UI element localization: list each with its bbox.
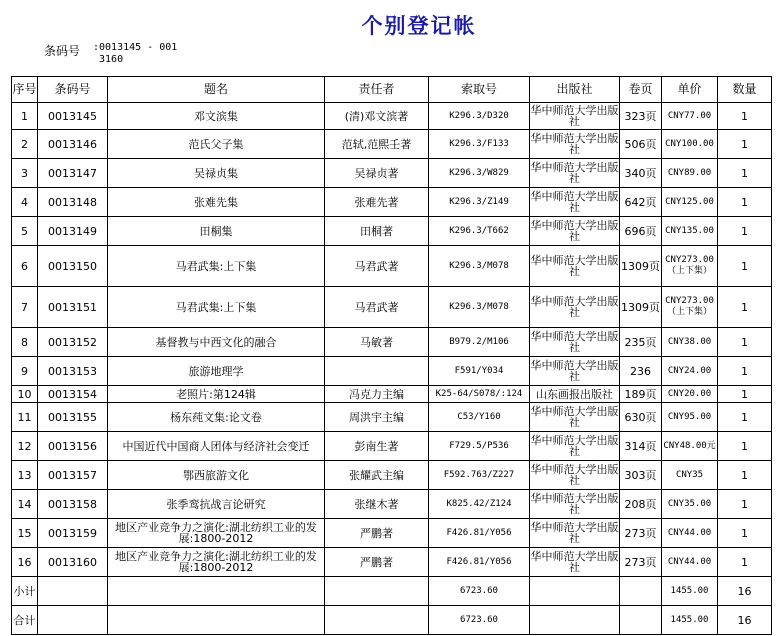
col-header-qty: 数量 [718, 77, 772, 103]
row-price: CNY48.00元 [662, 432, 718, 461]
row-author: 马君武著 [325, 246, 429, 287]
empty-cell [38, 606, 108, 635]
row-barcode: 0013156 [38, 432, 108, 461]
row-title: 地区产业竞争力之演化:湖北纺织工业的发展:1800-2012 [108, 548, 325, 577]
row-no: 11 [12, 403, 38, 432]
row-price: CNY35.00 [662, 490, 718, 519]
table-row [12, 287, 772, 328]
row-author: 张难先著 [325, 188, 429, 217]
table-row [12, 217, 772, 246]
col-header-price: 单价 [662, 77, 718, 103]
row-barcode: 0013157 [38, 461, 108, 490]
row-barcode: 0013145 [38, 103, 108, 130]
row-qty: 1 [718, 461, 772, 490]
row-title: 范氏父子集 [108, 130, 325, 159]
row-callno: K296.3/M078 [429, 246, 530, 287]
row-no: 15 [12, 519, 38, 548]
row-callno: K296.3/D320 [429, 103, 530, 130]
row-author: (清)邓文滨著 [325, 103, 429, 130]
row-no: 14 [12, 490, 38, 519]
row-no: 4 [12, 188, 38, 217]
subtotal-amount: 6723.60 [429, 577, 530, 606]
row-pages: 340页 [620, 159, 662, 188]
row-qty: 1 [718, 432, 772, 461]
table-row [12, 461, 772, 490]
row-no: 8 [12, 328, 38, 357]
row-callno: F426.81/Y056 [429, 548, 530, 577]
row-price: CNY44.00 [662, 519, 718, 548]
row-publisher: 华中师范大学出版社 [530, 287, 620, 328]
row-pages: 642页 [620, 188, 662, 217]
row-pages: 323页 [620, 103, 662, 130]
total-amount: 6723.60 [429, 606, 530, 635]
row-qty: 1 [718, 159, 772, 188]
empty-cell [530, 606, 620, 635]
row-price: CNY44.00 [662, 548, 718, 577]
total-row [12, 606, 772, 635]
row-no: 2 [12, 130, 38, 159]
row-barcode: 0013153 [38, 357, 108, 386]
row-no: 9 [12, 357, 38, 386]
row-pages: 314页 [620, 432, 662, 461]
row-pages: 696页 [620, 217, 662, 246]
row-qty: 1 [718, 548, 772, 577]
row-callno: K25-64/S078/:124 [429, 386, 530, 403]
subtotal-price: 1455.00 [662, 577, 718, 606]
table-row [12, 386, 772, 403]
total-label: 合计 [12, 606, 38, 635]
row-no: 3 [12, 159, 38, 188]
row-qty: 1 [718, 490, 772, 519]
empty-cell [108, 606, 325, 635]
row-title: 杨东莼文集:论文卷 [108, 403, 325, 432]
row-price: CNY89.00 [662, 159, 718, 188]
table-row [12, 432, 772, 461]
table-row [12, 159, 772, 188]
row-no: 5 [12, 217, 38, 246]
row-author: 严鹏著 [325, 548, 429, 577]
page-title: 个别登记帐 [361, 13, 477, 38]
table-row [12, 328, 772, 357]
empty-cell [620, 606, 662, 635]
table-row [12, 490, 772, 519]
row-title: 基督教与中西文化的融合 [108, 328, 325, 357]
row-pages: 1309页 [620, 246, 662, 287]
row-publisher: 华中师范大学出版社 [530, 490, 620, 519]
row-price: CNY135.00 [662, 217, 718, 246]
empty-cell [325, 577, 429, 606]
row-barcode: 0013151 [38, 287, 108, 328]
row-author: 严鹏著 [325, 519, 429, 548]
row-pages: 235页 [620, 328, 662, 357]
row-publisher: 华中师范大学出版社 [530, 130, 620, 159]
row-callno: F729.5/P536 [429, 432, 530, 461]
total-qty: 16 [718, 606, 772, 635]
row-qty: 1 [718, 328, 772, 357]
row-pages: 236 [620, 357, 662, 386]
row-publisher: 华中师范大学出版社 [530, 159, 620, 188]
row-qty: 1 [718, 386, 772, 403]
row-price: CNY273.00（上下集） [662, 246, 718, 287]
row-callno: F592.763/Z227 [429, 461, 530, 490]
empty-cell [108, 577, 325, 606]
empty-cell [530, 577, 620, 606]
row-barcode: 0013152 [38, 328, 108, 357]
row-qty: 1 [718, 217, 772, 246]
row-price: CNY20.00 [662, 386, 718, 403]
row-price: CNY38.00 [662, 328, 718, 357]
empty-cell [38, 577, 108, 606]
row-price: CNY273.00（上下集） [662, 287, 718, 328]
row-publisher: 华中师范大学出版社 [530, 432, 620, 461]
row-author: 张继木著 [325, 490, 429, 519]
row-qty: 1 [718, 357, 772, 386]
empty-cell [325, 606, 429, 635]
row-pages: 273页 [620, 519, 662, 548]
row-publisher: 华中师范大学出版社 [530, 328, 620, 357]
table-row [12, 103, 772, 130]
subtotal-label: 小计 [12, 577, 38, 606]
row-barcode: 0013158 [38, 490, 108, 519]
row-barcode: 0013160 [38, 548, 108, 577]
row-barcode: 0013148 [38, 188, 108, 217]
row-no: 16 [12, 548, 38, 577]
row-title: 鄂西旅游文化 [108, 461, 325, 490]
barcode-range: :0013145 - 001 3160 [93, 42, 178, 65]
row-publisher: 华中师范大学出版社 [530, 246, 620, 287]
row-author: 范轼,范熙壬著 [325, 130, 429, 159]
row-no: 7 [12, 287, 38, 328]
table-row [12, 548, 772, 577]
row-callno: F591/Y034 [429, 357, 530, 386]
row-title: 邓文滨集 [108, 103, 325, 130]
row-no: 1 [12, 103, 38, 130]
row-qty: 1 [718, 519, 772, 548]
row-callno: K296.3/T662 [429, 217, 530, 246]
row-author: 张耀武主编 [325, 461, 429, 490]
row-no: 6 [12, 246, 38, 287]
header-row [12, 77, 772, 103]
empty-cell [620, 577, 662, 606]
row-qty: 1 [718, 246, 772, 287]
row-qty: 1 [718, 403, 772, 432]
row-price: CNY95.00 [662, 403, 718, 432]
row-price: CNY100.00 [662, 130, 718, 159]
row-publisher: 山东画报出版社 [530, 386, 620, 403]
col-header-author: 责任者 [325, 77, 429, 103]
row-author: 冯克力主编 [325, 386, 429, 403]
row-pages: 506页 [620, 130, 662, 159]
row-author: 马敏著 [325, 328, 429, 357]
row-barcode: 0013146 [38, 130, 108, 159]
row-pages: 630页 [620, 403, 662, 432]
row-author: 马君武著 [325, 287, 429, 328]
col-header-callno: 索取号 [429, 77, 530, 103]
table-row [12, 403, 772, 432]
row-price: CNY35 [662, 461, 718, 490]
row-no: 10 [12, 386, 38, 403]
row-callno: F426.81/Y056 [429, 519, 530, 548]
col-header-publisher: 出版社 [530, 77, 620, 103]
row-pages: 208页 [620, 490, 662, 519]
row-publisher: 华中师范大学出版社 [530, 461, 620, 490]
row-author: 彭南生著 [325, 432, 429, 461]
row-title: 张难先集 [108, 188, 325, 217]
subtotal-qty: 16 [718, 577, 772, 606]
row-price: CNY77.00 [662, 103, 718, 130]
table-row [12, 519, 772, 548]
col-header-no: 序号 [12, 77, 38, 103]
row-no: 12 [12, 432, 38, 461]
row-callno: K296.3/M078 [429, 287, 530, 328]
row-title: 马君武集:上下集 [108, 246, 325, 287]
row-author: 周洪宇主编 [325, 403, 429, 432]
row-publisher: 华中师范大学出版社 [530, 403, 620, 432]
row-publisher: 华中师范大学出版社 [530, 217, 620, 246]
row-callno: K296.3/F133 [429, 130, 530, 159]
row-title: 马君武集:上下集 [108, 287, 325, 328]
row-barcode: 0013150 [38, 246, 108, 287]
row-callno: K296.3/Z149 [429, 188, 530, 217]
row-barcode: 0013155 [38, 403, 108, 432]
row-qty: 1 [718, 188, 772, 217]
row-callno: K825.42/Z124 [429, 490, 530, 519]
row-no: 13 [12, 461, 38, 490]
row-barcode: 0013147 [38, 159, 108, 188]
row-pages: 1309页 [620, 287, 662, 328]
table-row [12, 188, 772, 217]
row-pages: 273页 [620, 548, 662, 577]
table-row [12, 246, 772, 287]
row-title: 地区产业竞争力之演化:湖北纺织工业的发展:1800-2012 [108, 519, 325, 548]
row-pages: 189页 [620, 386, 662, 403]
row-author [325, 357, 429, 386]
row-title: 吴禄贞集 [108, 159, 325, 188]
row-publisher: 华中师范大学出版社 [530, 548, 620, 577]
row-qty: 1 [718, 103, 772, 130]
col-header-pages: 卷页 [620, 77, 662, 103]
row-author: 田桐著 [325, 217, 429, 246]
row-callno: B979.2/M106 [429, 328, 530, 357]
row-title: 张季鸾抗战言论研究 [108, 490, 325, 519]
row-publisher: 华中师范大学出版社 [530, 357, 620, 386]
row-title: 田桐集 [108, 217, 325, 246]
subtotal-row [12, 577, 772, 606]
row-callno: C53/Y160 [429, 403, 530, 432]
row-price: CNY125.00 [662, 188, 718, 217]
row-pages: 303页 [620, 461, 662, 490]
table-row [12, 130, 772, 159]
row-title: 中国近代中国商人团体与经济社会变迁 [108, 432, 325, 461]
row-price: CNY24.00 [662, 357, 718, 386]
row-publisher: 华中师范大学出版社 [530, 188, 620, 217]
table-row [12, 357, 772, 386]
row-callno: K296.3/W829 [429, 159, 530, 188]
col-header-title: 题名 [108, 77, 325, 103]
row-publisher: 华中师范大学出版社 [530, 519, 620, 548]
barcode-label: 条码号 [44, 44, 81, 58]
row-qty: 1 [718, 130, 772, 159]
row-title: 旅游地理学 [108, 357, 325, 386]
row-barcode: 0013154 [38, 386, 108, 403]
row-qty: 1 [718, 287, 772, 328]
row-barcode: 0013149 [38, 217, 108, 246]
row-title: 老照片:第124辑 [108, 386, 325, 403]
row-author: 吴禄贞著 [325, 159, 429, 188]
row-publisher: 华中师范大学出版社 [530, 104, 619, 128]
total-price: 1455.00 [662, 606, 718, 635]
row-barcode: 0013159 [38, 519, 108, 548]
col-header-barcode: 条码号 [38, 77, 108, 103]
register-table [11, 76, 772, 635]
